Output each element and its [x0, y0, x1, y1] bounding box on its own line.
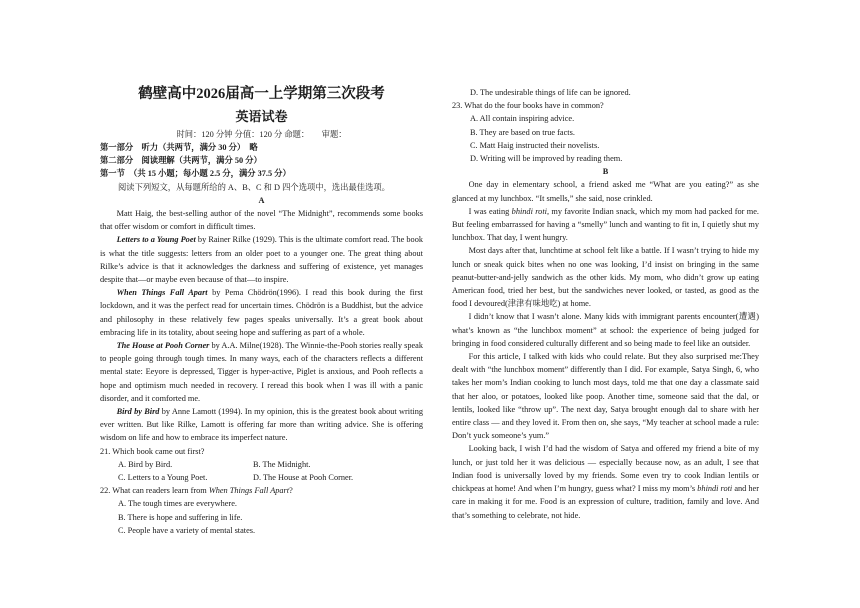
p2-italic: bhindi roti [511, 206, 547, 216]
passage-b-label: B [602, 167, 609, 177]
exam-subtitle: 英语试卷 [235, 109, 288, 124]
passage-a-book1 [100, 233, 423, 286]
q22-option-c: C. People have a variety of mental states. [118, 525, 256, 535]
passage-b-p4: I didn’t know that I wasn’t alone. Many kids with immigrant parents encounter(遭遇) what’s known as “the lunchbox moment” at school: the experience of being judged for bringing in food considered culturally different and so being made to feel like an outsider. [452, 312, 759, 348]
passage-b-p1: One day in elementary school, a friend asked me “What are you eating?” as she glanced at my lunchbox. “It smells,” she said, nose crinkled. [452, 180, 759, 203]
q23-option-d: D. Writing will be improved by reading them. [470, 154, 623, 164]
exam-meta: 时间：120 分钟 分值：120 分 命题： 审题： [176, 130, 347, 139]
q23-option-b: B. They are based on true facts. [470, 127, 575, 137]
book3-title: The House at Pooh Corner [116, 341, 210, 351]
part2-heading: 第二部分 阅读理解（共两节，满分 50 分） [100, 156, 262, 166]
book4-title: Bird by Bird [116, 407, 160, 417]
q22-option-b: B. There is hope and suffering in life. [118, 512, 243, 522]
passage-b-p5: For this article, I talked with kids who could relate. But they also surprised me:They dealt with “the lunchbox moment” differently than I did. For example, Satya Singh, 6, who takes her mom’s Indian cooking to lunch most days, told me that one day a classmate said that her aloo, or potatoes, looked like poop. Another time, someone said that the dal, or lentils, looked like “throw up”. The next day, Satya brought enough dal to share with her entire class — and they loved it. From then on, she says, “My teacher at school made a rule: Don’t yuck someone’s yum.” [452, 352, 759, 441]
q22-stem-title: When Things Fall Apart [208, 486, 290, 496]
instruction: 阅读下列短文，从每题所给的 A、B、C 和 D 四个选项中，选出最佳选项。 [118, 182, 390, 192]
q22-option-a: A. The tough times are everywhere. [118, 499, 237, 509]
passage-a-label: A [258, 195, 265, 205]
q21-row1 [100, 458, 423, 471]
p6-pre: Looking back, I wish I’d had the wisdom of Satya and offered my friend a bite of my lunch, or just told her it was delicious — especially because now, as an adult, I see that Indian food is universally loved by my friends. Some even try to cook Indian lentils or chickpeas at home! And when I’m hungry, guess what? I miss my mom’s [452, 444, 759, 494]
passage-b-p2 [452, 205, 759, 245]
book4-text: by Anne Lamott (1994). In my opinion, this is the greatest book about writing ever written. But like Rilke, Lamott is offering far more than writing advice. She is offering wisdom on life and how to embrace its imperfect nature. [100, 407, 423, 443]
passage-b-p3: Most days after that, lunchtime at school felt like a battle. If I wasn’t trying to hide my lunch or sneak quick bites when no one was looking, I’d insist on bringing in the same peanut-butter-and-jelly sandwich as the other kids. My mom, who didn’t grow up eating American food, tried her best, but the sandwiches never looked, or tasted, as good as the food I devoured(津津有味地吃) at home. [452, 246, 759, 309]
p2-pre: I was eating [468, 206, 512, 216]
passage-a-intro: Matt Haig, the best-selling author of the novel “The Midnight”, recommends some books that offer wisdom or comfort in difficult times. [100, 209, 423, 232]
q21-stem: 21. Which book came out first? [100, 446, 205, 456]
passage-a-book4 [100, 405, 423, 445]
p6-post: and her care in making it for me. Food is an expression of culture, tradition, family and love. And that’s something to celebrate, not hide. [452, 484, 759, 520]
book3-text: by A.A. Milne(1928). The Winnie-the-Pooh stories really speak to people going through tough times. In many ways, each of the characters reflects a different mental state: Eeyore is depressed, Tigger is hyper-active, Piglet is anxious, and Pooh reflects a hope and optimism much needed in recovery. I reread this book when I was ill with a panic disorder, and it comforted me. [100, 341, 423, 403]
part1-heading: 第一部分 听力（共两节，满分 30 分） 略 [100, 143, 258, 152]
passage-b-p6 [452, 442, 759, 521]
book2-title: When Things Fall Apart [116, 288, 208, 298]
book1-text: by Rainer Rilke (1929). This is the ultimate comfort read. The book is what the title suggests: letters from an older poet to a younger one. The great thing about Rilke’s advice is that it acknowledges the darkness and suffering of existence, yet manages despite that—or maybe even because of that—to inspire. [100, 235, 423, 285]
passage-a-book3 [100, 339, 423, 405]
passage-a-book2 [100, 286, 423, 339]
right-column [452, 86, 759, 522]
book2-text: by Pema Chödrön(1996). I read this book during the first lockdown, and it was the perfect read for uncertain times. Chödrön is a Buddhist, but the advice and philosophy in these relatively few pages speaks universally. It’s a great book about embracing life in its totality, about seeing hope and suffering as part of a whole. [100, 288, 423, 337]
q22-option-d: D. The undesirable things of life can be ignored. [470, 88, 631, 97]
section1-heading: 第一节 （共 15 小题；每小题 2.5 分，满分 37.5 分） [100, 169, 291, 179]
q21-option-b: B. The Midnight. [253, 459, 311, 469]
q21-option-a: A. Bird by Bird. [118, 459, 173, 469]
p2-post: , my favorite Indian snack, which my mom had packed for me. But feeling embarrassed for having a “smelly” lunch and wanting to fit in, I quietly shut my lunchbox. That day, I went hungry. [452, 206, 759, 243]
q22-stem-pre: 22. What can readers learn from [100, 486, 209, 496]
left-column [100, 141, 423, 537]
book1-title: Letters to a Young Poet [116, 235, 196, 245]
q23-option-a: A. All contain inspiring advice. [470, 114, 575, 124]
exam-title: 鹤壁高中2026届高一上学期第三次段考 [138, 86, 385, 102]
q21-option-d: D. The House at Pooh Corner. [253, 473, 354, 483]
q23-stem: 23. What do the four books have in common? [452, 101, 604, 111]
q22-stem-post: ? [289, 486, 293, 496]
q21-row2 [100, 471, 423, 484]
q22-stem [100, 484, 423, 497]
q23-option-c: C. Matt Haig instructed their novelists. [470, 140, 600, 150]
q21-option-c: C. Letters to a Young Poet. [118, 473, 208, 483]
p6-italic: bhindi roti [697, 484, 733, 494]
